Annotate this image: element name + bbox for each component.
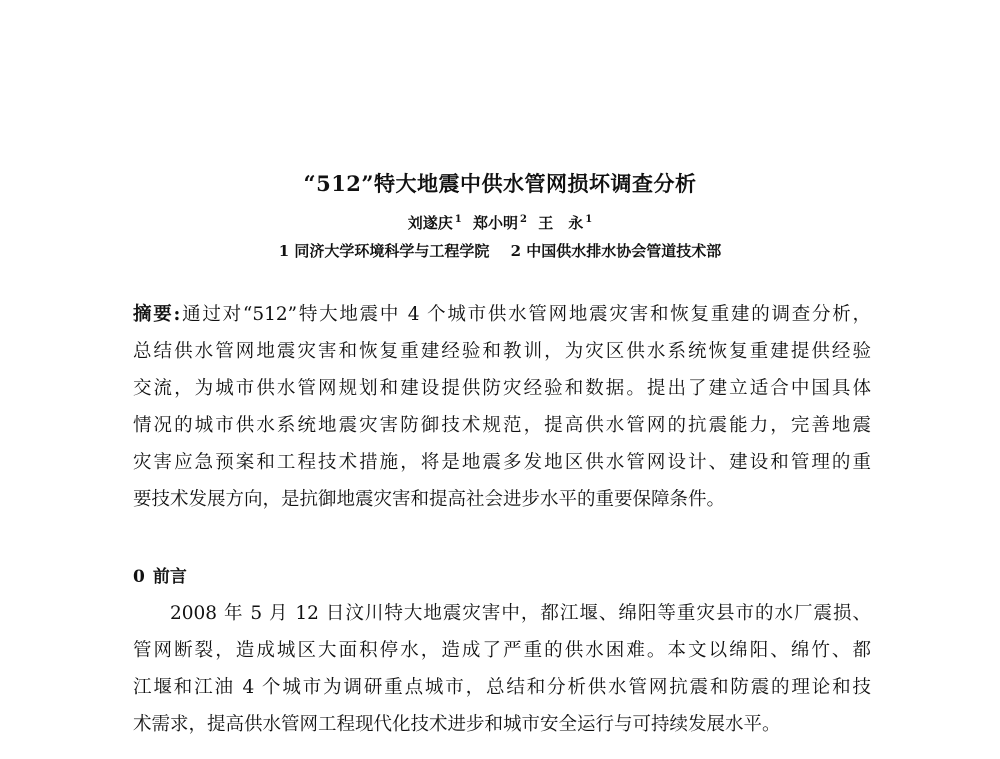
abstract-line: 总结供水管网地震灾害和恢复重建经验和教训，为灾区供水系统恢复重建提供经验 [133, 341, 871, 362]
abstract-line: 情况的城市供水系统地震灾害防御技术规范，提高供水管网的抗震能力，完善地震 [133, 415, 871, 436]
abstract-label: 摘要: [133, 304, 181, 325]
author-name: 刘遂庆 [407, 214, 453, 232]
abstract-line: 灾害应急预案和工程技术措施，将是地震多发地区供水管网设计、建设和管理的重 [133, 452, 871, 473]
body-line: 江堰和江油 4 个城市为调研重点城市，总结和分析供水管网抗震和防震的理论和技 [133, 677, 871, 698]
section-number: 0 [133, 567, 145, 587]
affiliation-mark: 2 [520, 214, 527, 225]
abstract-text: 通过对“512”特大地震中 4 个城市供水管网地震灾害和恢复重建的调查分析， [180, 304, 871, 325]
paper-title: “512”特大地震中供水管网损坏调查分析 [303, 171, 697, 196]
section-title: 前言 [152, 567, 187, 587]
body-line: 管网断裂，造成城区大面积停水，造成了严重的供水困难。本文以绵阳、绵竹、都 [133, 640, 871, 661]
abstract-block [133, 296, 871, 518]
abstract-line: 要技术发展方向，是抗御地震灾害和提高社会进步水平的重要保障条件。 [133, 489, 726, 510]
author-list [0, 212, 1000, 233]
section-heading [133, 562, 195, 587]
section-body [133, 595, 871, 743]
author [473, 214, 527, 232]
affiliation: 2 中国供水排水协会管道技术部 [510, 242, 722, 260]
body-line: 2008 年 5 月 12 日汶川特大地震灾害中，都江堰、绵阳等重灾县市的水厂震损、 [170, 603, 871, 624]
abstract-line [133, 296, 871, 333]
affiliation-list [0, 240, 1000, 261]
author-name: 王 永 [538, 214, 584, 232]
abstract-line: 交流，为城市供水管网规划和建设提供防灾经验和数据。提出了建立适合中国具体 [133, 378, 871, 399]
affiliation: 1 同济大学环境科学与工程学院 [278, 242, 490, 260]
author [538, 214, 592, 232]
affiliation-mark: 1 [585, 214, 593, 225]
author-name: 郑小明 [473, 214, 519, 232]
author [408, 214, 462, 232]
body-line: 术需求，提高供水管网工程现代化技术进步和城市安全运行与可持续发展水平。 [133, 714, 781, 735]
affiliation-mark: 1 [454, 214, 462, 225]
